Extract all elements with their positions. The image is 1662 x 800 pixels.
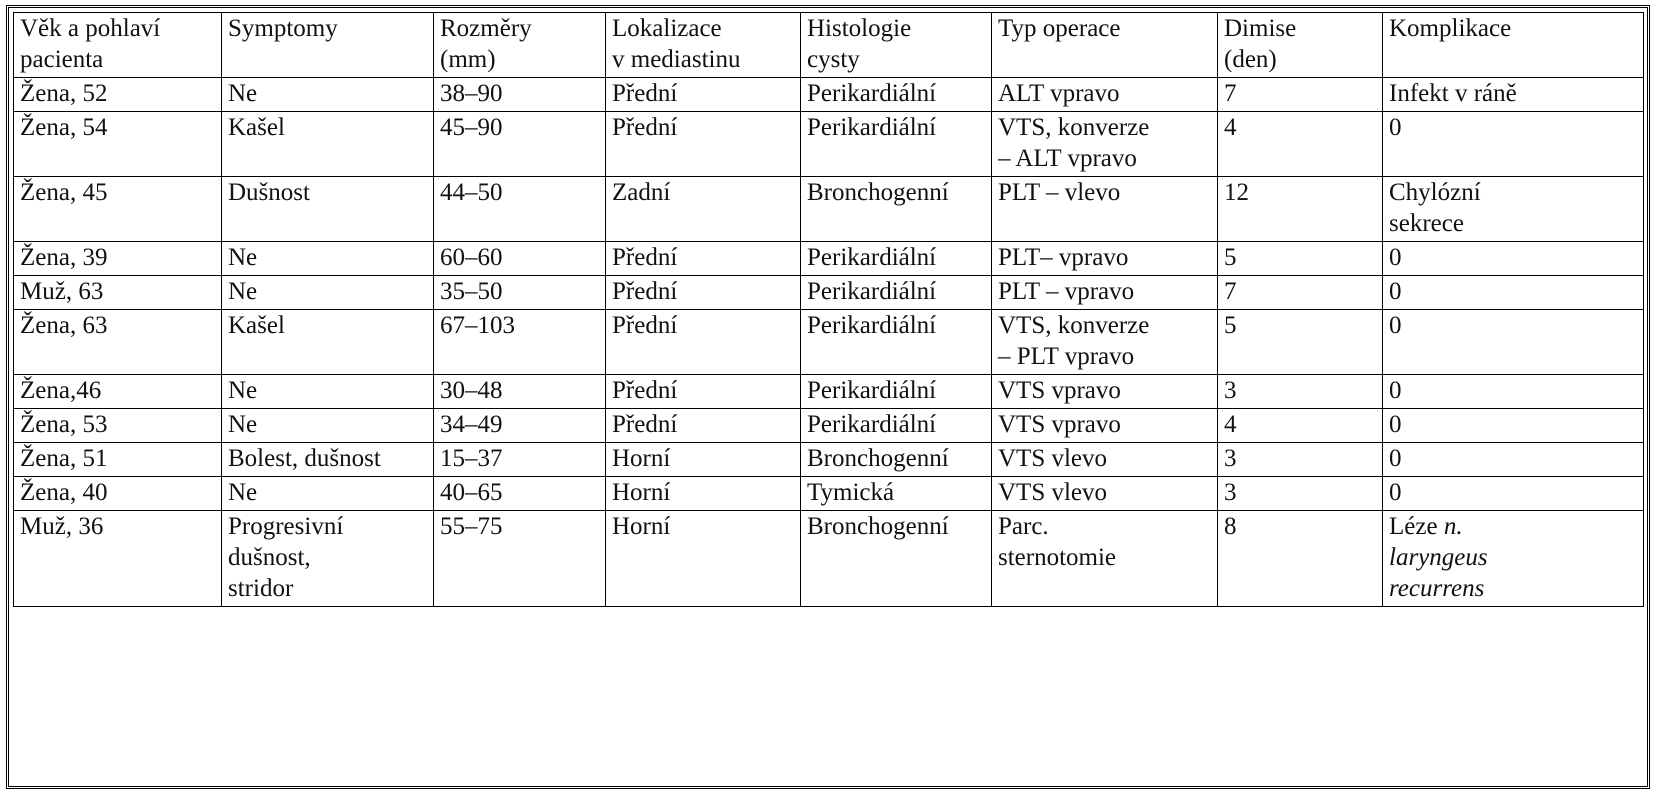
cell-location bbox=[606, 409, 801, 443]
cell-line: Perikardiální bbox=[807, 244, 937, 271]
cell-line: Ne bbox=[228, 411, 258, 438]
table-row bbox=[14, 310, 1644, 375]
header-symptoms: Symptomy bbox=[222, 13, 434, 78]
cell-line: 38–90 bbox=[440, 80, 503, 107]
cell-line: Perikardiální bbox=[807, 278, 937, 305]
cell-discharge bbox=[1218, 375, 1383, 409]
cell-line: sternotomie bbox=[998, 544, 1117, 571]
cell-symptoms bbox=[222, 375, 434, 409]
cell-location bbox=[606, 375, 801, 409]
cell-line: VTS, konverze bbox=[998, 114, 1150, 141]
cell-line: 0 bbox=[1389, 114, 1402, 141]
table-body bbox=[14, 78, 1644, 607]
cell-line: Muž, 36 bbox=[20, 513, 104, 540]
cell-line: Ne bbox=[228, 377, 258, 404]
cell-line: Přední bbox=[612, 312, 678, 339]
cell-location bbox=[606, 242, 801, 276]
cell-line: Bronchogenní bbox=[807, 445, 949, 472]
cell-line: 45–90 bbox=[440, 114, 503, 141]
cell-discharge bbox=[1218, 177, 1383, 242]
cell-size bbox=[434, 276, 606, 310]
cell-location bbox=[606, 443, 801, 477]
cell-line: 34–49 bbox=[440, 411, 503, 438]
cell-size bbox=[434, 242, 606, 276]
cell-histology bbox=[801, 310, 992, 375]
cell-line: 0 bbox=[1389, 411, 1402, 438]
cell-line: Horní bbox=[612, 445, 671, 472]
cell-line: Žena, 51 bbox=[20, 445, 108, 472]
cell-histology bbox=[801, 177, 992, 242]
cell-line: 35–50 bbox=[440, 278, 503, 305]
cell-line: 60–60 bbox=[440, 244, 503, 271]
cell-age-sex bbox=[14, 177, 222, 242]
cell-complications bbox=[1383, 409, 1644, 443]
cell-line: 5 bbox=[1224, 312, 1237, 339]
cell-line: Žena, 40 bbox=[20, 479, 108, 506]
cell-line: Přední bbox=[612, 114, 678, 141]
cell-line: Žena, 53 bbox=[20, 411, 108, 438]
cell-line: VTS vlevo bbox=[998, 479, 1108, 506]
cell-line: 4 bbox=[1224, 411, 1237, 438]
header-age-sex: Věk a pohlaví pacienta bbox=[14, 13, 222, 78]
cell-line: Žena,46 bbox=[20, 377, 102, 404]
cell-symptoms bbox=[222, 409, 434, 443]
header-discharge: Dimise (den) bbox=[1218, 13, 1383, 78]
cell-line: Infekt v ráně bbox=[1389, 80, 1517, 107]
cell-symptoms bbox=[222, 443, 434, 477]
cell-location bbox=[606, 78, 801, 112]
cell-line: 0 bbox=[1389, 479, 1402, 506]
header-location: Lokalizace v mediastinu bbox=[606, 13, 801, 78]
table-row bbox=[14, 78, 1644, 112]
cell-line: 0 bbox=[1389, 278, 1402, 305]
cell-location bbox=[606, 276, 801, 310]
cell-discharge bbox=[1218, 511, 1383, 607]
header-size: Rozměry (mm) bbox=[434, 13, 606, 78]
patient-table bbox=[13, 12, 1644, 607]
cell-line: Žena, 54 bbox=[20, 114, 108, 141]
cell-line: Přední bbox=[612, 278, 678, 305]
cell-age-sex bbox=[14, 511, 222, 607]
cell-line: Přední bbox=[612, 80, 678, 107]
cell-size bbox=[434, 409, 606, 443]
header-row bbox=[14, 13, 1644, 78]
cell-discharge bbox=[1218, 78, 1383, 112]
cell-operation bbox=[992, 78, 1218, 112]
cell-line: Bolest, dušnost bbox=[228, 445, 381, 472]
cell-line: VTS vlevo bbox=[998, 445, 1108, 472]
table-row bbox=[14, 511, 1644, 607]
header-complications: Komplikace bbox=[1383, 13, 1644, 78]
cell-complications bbox=[1383, 276, 1644, 310]
table-row bbox=[14, 177, 1644, 242]
cell-line: Kašel bbox=[228, 312, 285, 339]
cell-line: – ALT vpravo bbox=[998, 145, 1137, 172]
cell-symptoms bbox=[222, 177, 434, 242]
cell-line: Zadní bbox=[612, 179, 671, 206]
header-operation: Typ operace bbox=[992, 13, 1218, 78]
cell-operation bbox=[992, 375, 1218, 409]
cell-operation bbox=[992, 242, 1218, 276]
table-frame bbox=[6, 5, 1650, 789]
cell-line: Horní bbox=[612, 479, 671, 506]
table-row bbox=[14, 112, 1644, 177]
cell-line: 4 bbox=[1224, 114, 1237, 141]
cell-line: Přední bbox=[612, 377, 678, 404]
cell-line: Ne bbox=[228, 278, 258, 305]
cell-line: sekrece bbox=[1389, 210, 1464, 237]
table-row bbox=[14, 375, 1644, 409]
table-row bbox=[14, 443, 1644, 477]
cell-line: 3 bbox=[1224, 445, 1237, 472]
cell-size bbox=[434, 375, 606, 409]
cell-line: Muž, 63 bbox=[20, 278, 104, 305]
cell-line: 7 bbox=[1224, 80, 1237, 107]
cell-line: Parc. bbox=[998, 513, 1049, 540]
cell-complications bbox=[1383, 511, 1644, 607]
cell-location bbox=[606, 112, 801, 177]
cell-histology bbox=[801, 511, 992, 607]
cell-line: Přední bbox=[612, 244, 678, 271]
cell-line: Chylózní bbox=[1389, 179, 1481, 206]
cell-line: Bronchogenní bbox=[807, 179, 949, 206]
cell-complications bbox=[1383, 375, 1644, 409]
cell-complications bbox=[1383, 112, 1644, 177]
cell-line: Perikardiální bbox=[807, 377, 937, 404]
cell-histology bbox=[801, 276, 992, 310]
cell-age-sex bbox=[14, 477, 222, 511]
cell-symptoms bbox=[222, 78, 434, 112]
cell-line: 30–48 bbox=[440, 377, 503, 404]
cell-age-sex bbox=[14, 242, 222, 276]
cell-location bbox=[606, 511, 801, 607]
cell-line: 0 bbox=[1389, 244, 1402, 271]
cell-line: Žena, 45 bbox=[20, 179, 108, 206]
cell-histology bbox=[801, 78, 992, 112]
cell-size bbox=[434, 477, 606, 511]
cell-line: PLT– vpravo bbox=[998, 244, 1129, 271]
cell-line: PLT – vlevo bbox=[998, 179, 1121, 206]
cell-line: 8 bbox=[1224, 513, 1237, 540]
cell-discharge bbox=[1218, 443, 1383, 477]
cell-discharge bbox=[1218, 477, 1383, 511]
cell-line: laryngeus bbox=[1389, 544, 1488, 571]
cell-line: Horní bbox=[612, 513, 671, 540]
cell-age-sex bbox=[14, 443, 222, 477]
cell-line: 0 bbox=[1389, 445, 1402, 472]
cell-line: Perikardiální bbox=[807, 411, 937, 438]
cell-complications bbox=[1383, 310, 1644, 375]
cell-size bbox=[434, 511, 606, 607]
cell-size bbox=[434, 112, 606, 177]
cell-age-sex bbox=[14, 276, 222, 310]
cell-line: Dušnost bbox=[228, 179, 310, 206]
cell-line: 12 bbox=[1224, 179, 1249, 206]
cell-line: 7 bbox=[1224, 278, 1237, 305]
cell-histology bbox=[801, 477, 992, 511]
cell-discharge bbox=[1218, 310, 1383, 375]
cell-symptoms bbox=[222, 242, 434, 276]
cell-complications bbox=[1383, 177, 1644, 242]
cell-location bbox=[606, 477, 801, 511]
cell-symptoms bbox=[222, 112, 434, 177]
cell-operation bbox=[992, 112, 1218, 177]
cell-line: Tymická bbox=[807, 479, 895, 506]
cell-operation bbox=[992, 443, 1218, 477]
cell-symptoms bbox=[222, 276, 434, 310]
cell-line: Ne bbox=[228, 244, 258, 271]
cell-line: 3 bbox=[1224, 377, 1237, 404]
cell-line: Přední bbox=[612, 411, 678, 438]
cell-line: recurrens bbox=[1389, 575, 1485, 602]
cell-symptoms bbox=[222, 310, 434, 375]
cell-operation bbox=[992, 177, 1218, 242]
cell-complications bbox=[1383, 443, 1644, 477]
cell-line: – PLT vpravo bbox=[998, 343, 1135, 370]
cell-location bbox=[606, 177, 801, 242]
cell-age-sex bbox=[14, 78, 222, 112]
cell-line: Ne bbox=[228, 479, 258, 506]
cell-discharge bbox=[1218, 112, 1383, 177]
cell-size bbox=[434, 443, 606, 477]
cell-operation bbox=[992, 511, 1218, 607]
cell-age-sex bbox=[14, 375, 222, 409]
table-row bbox=[14, 409, 1644, 443]
cell-line: Žena, 52 bbox=[20, 80, 108, 107]
cell-line: Perikardiální bbox=[807, 312, 937, 339]
cell-line: dušnost, bbox=[228, 544, 311, 571]
cell-histology bbox=[801, 409, 992, 443]
cell-complications bbox=[1383, 477, 1644, 511]
cell-line: 0 bbox=[1389, 312, 1402, 339]
cell-line: 67–103 bbox=[440, 312, 515, 339]
cell-size bbox=[434, 310, 606, 375]
cell-line: Perikardiální bbox=[807, 80, 937, 107]
cell-line: stridor bbox=[228, 575, 294, 602]
cell-histology bbox=[801, 242, 992, 276]
cell-size bbox=[434, 177, 606, 242]
cell-line: ALT vpravo bbox=[998, 80, 1120, 107]
cell-line: Žena, 39 bbox=[20, 244, 108, 271]
cell-symptoms bbox=[222, 477, 434, 511]
cell-histology bbox=[801, 112, 992, 177]
table-row bbox=[14, 477, 1644, 511]
cell-complications bbox=[1383, 78, 1644, 112]
table-row bbox=[14, 242, 1644, 276]
cell-line: Žena, 63 bbox=[20, 312, 108, 339]
cell-line: 55–75 bbox=[440, 513, 503, 540]
table-row bbox=[14, 276, 1644, 310]
cell-line: 3 bbox=[1224, 479, 1237, 506]
cell-age-sex bbox=[14, 409, 222, 443]
cell-line: 5 bbox=[1224, 244, 1237, 271]
cell-discharge bbox=[1218, 409, 1383, 443]
cell-line: 40–65 bbox=[440, 479, 503, 506]
cell-complications bbox=[1383, 242, 1644, 276]
cell-location bbox=[606, 310, 801, 375]
cell-line: Progresivní bbox=[228, 513, 344, 540]
cell-line: 0 bbox=[1389, 377, 1402, 404]
cell-histology bbox=[801, 375, 992, 409]
cell-line: 44–50 bbox=[440, 179, 503, 206]
cell-histology bbox=[801, 443, 992, 477]
cell-size bbox=[434, 78, 606, 112]
cell-line: Léze n. bbox=[1389, 513, 1463, 540]
cell-discharge bbox=[1218, 242, 1383, 276]
cell-operation bbox=[992, 310, 1218, 375]
cell-line: Bronchogenní bbox=[807, 513, 949, 540]
cell-operation bbox=[992, 276, 1218, 310]
cell-line: Kašel bbox=[228, 114, 285, 141]
cell-line: 15–37 bbox=[440, 445, 503, 472]
cell-line: PLT – vpravo bbox=[998, 278, 1135, 305]
cell-line: Ne bbox=[228, 80, 258, 107]
cell-age-sex bbox=[14, 310, 222, 375]
header-histology: Histologie cysty bbox=[801, 13, 992, 78]
cell-operation bbox=[992, 409, 1218, 443]
cell-line: Perikardiální bbox=[807, 114, 937, 141]
cell-line: VTS vpravo bbox=[998, 411, 1121, 438]
cell-symptoms bbox=[222, 511, 434, 607]
cell-line: VTS vpravo bbox=[998, 377, 1121, 404]
cell-line: VTS, konverze bbox=[998, 312, 1150, 339]
cell-age-sex bbox=[14, 112, 222, 177]
cell-operation bbox=[992, 477, 1218, 511]
cell-discharge bbox=[1218, 276, 1383, 310]
